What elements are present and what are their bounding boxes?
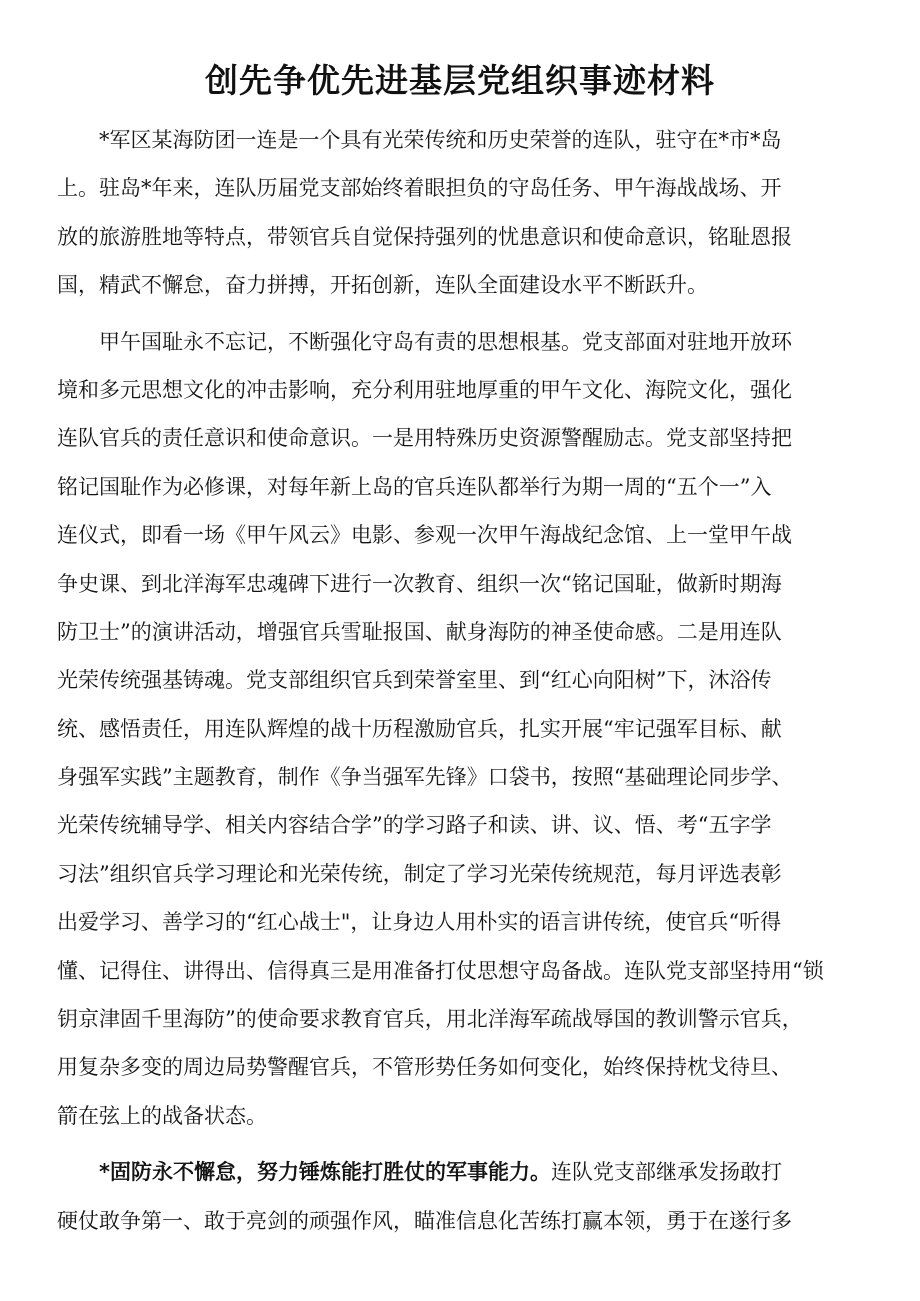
document-title: 创先争优先进基层党组织事迹材料 (205, 61, 715, 100)
paragraph-line: 国，精武不懈怠，奋力拼搏，开拓创新，连队全面建设水平不断跃升。 (57, 273, 708, 298)
paragraph-line: 习法”组织官兵学习理论和光荣传统，制定了学习光荣传统规范，每月评选表彰 (57, 861, 782, 886)
paragraph-line: 出爱学习、善学习的“红心战士"，让身边人用朴实的语言讲传统，使官兵“听得 (57, 910, 782, 935)
paragraph-line: 用复杂多变的周边局势警醒官兵，不管形势任务如何变化，始终保持枕戈待旦、 (57, 1055, 792, 1080)
paragraph-line: 光荣传统辅导学、相关内容结合学”的学习路子和读、讲、议、悟、考“五字学 (57, 813, 772, 838)
paragraph-line: 铭记国耻作为必修课，对每年新上岛的官兵连队都举行为期一周的“五个一”入 (57, 474, 772, 499)
paragraph-line: 懂、记得住、讲得出、信得真三是用准备打仗思想守岛备战。连队党支部坚持用“锁 (57, 958, 824, 983)
paragraph-line: 上。驻岛*年来，连队历届党支部始终着眼担负的守岛任务、甲午海战战场、开 (57, 176, 782, 201)
paragraph-military (57, 1148, 887, 1245)
paragraph-line: 连仪式，即看一场《甲午风云》电影、参观一次甲午海战纪念馆、上一堂甲午战 (57, 523, 792, 548)
paragraph-line: 身强军实践”主题教育，制作《争当强军先锋》口袋书，按照“基础理论同步学、 (57, 765, 793, 790)
paragraph-line: 统、感悟责任，用连队辉煌的战十历程激励官兵，扎实开展“牢记强军目标、献 (57, 716, 782, 741)
paragraph-line: 箭在弦上的战备状态。 (57, 1103, 267, 1128)
paragraph-line: 光荣传统强基铸魂。党支部组织官兵到荣誉室里、到“红心向阳树”下，沐浴传 (57, 668, 772, 693)
paragraph-line: 争史课、到北洋海军忠魂碑下进行一次教育、组织一次“铭记国耻，做新时期海 (57, 571, 782, 596)
paragraph-line-with-lead (57, 1148, 887, 1196)
document-body (57, 116, 887, 1245)
paragraph-line: 连队官兵的责任意识和使命意识。一是用特殊历史资源警醒励志。党支部坚持把 (57, 426, 792, 451)
paragraph-line: *军区某海防团一连是一个具有光荣传统和历史荣誉的连队，驻守在*市*岛 (99, 128, 782, 152)
paragraph-line: 境和多元思想文化的冲击影响，充分利用驻地厚重的甲午文化、海院文化，强化 (57, 377, 792, 402)
paragraph-line-text: 连队党支部继承发扬敢打 (550, 1160, 782, 1185)
paragraph-line: 钥京津固千里海防”的使命要求教育官兵，用北洋海军疏战辱国的教训警示官兵， (57, 1007, 803, 1032)
paragraph-bold-lead: *固防永不懈怠，努力锤炼能打胜仗的军事能力。 (99, 1160, 551, 1185)
paragraph-line: 甲午国耻永不忘记，不断强化守岛有责的思想根基。党支部面对驻地开放环 (99, 329, 792, 354)
paragraph-ideology (57, 318, 887, 1141)
paragraph-line: 硬仗敢争第一、敢于亮剑的顽强作风，瞄准信息化苦练打赢本领，勇于在遂行多 (57, 1208, 792, 1233)
paragraph-line: 防卫士”的演讲活动，增强官兵雪耻报国、献身海防的神圣使命感。二是用连队 (57, 619, 782, 644)
paragraph-intro (57, 116, 887, 310)
paragraph-line: 放的旅游胜地等特点，带领官兵自觉保持强列的忧患意识和使命意识，铭耻恩报 (57, 224, 792, 249)
